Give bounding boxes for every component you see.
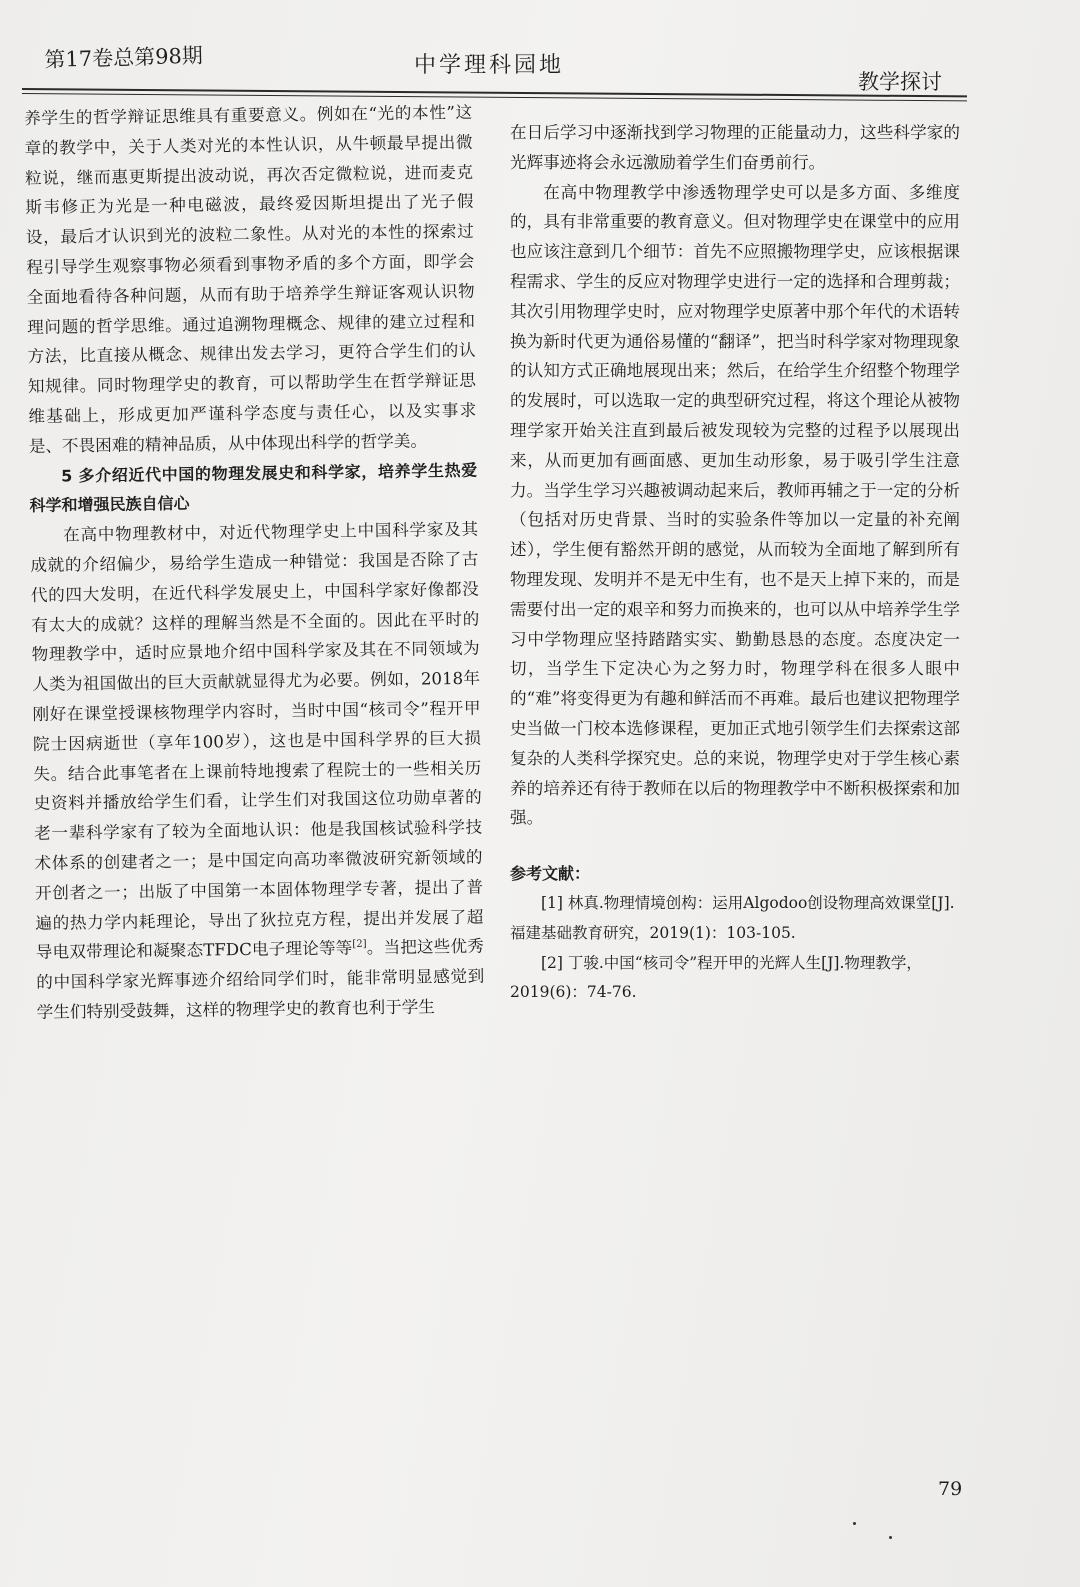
paragraph: 在高中物理教学中渗透物理学史可以是多方面、多维度的，具有非常重要的教育意义。但对物理学史在课堂中的应用也应该注意到几个细节：首先不应照搬物理学史，应该根据课程需求、学生的反应对物理学史进行一定的选择和合理剪裁；其次引用物理学史时，应对物理学史原著中那个年代的术语转换为新时代更为通俗易懂的“翻译”，把当时科学家对物理现象的认知方式正确地展现出来；然后，在给学生介绍整个物理学的发展时，可以选取一定的典型研究过程，将这个理论从被物理学家开始关注直到最后被发现较为完整的过程予以展现出来，从而更加有画面感、更加生动形象，易于吸引学生注意力。当学生学习兴趣被调动起来后，教师再辅之于一定的分析（包括对历史背景、当时的实验条件等加以一定量的补充阐述），学生便有豁然开朗的感觉，从而较为全面地了解到所有物理发现、发明并不是无中生有，也不是天上掉下来的，而是需要付出一定的艰辛和努力而换来的，也可以从中培养学生学习中学物理应坚持踏踏实实、勤勤恳恳的态度。态度决定一切，当学生下定决心为之努力时，物理学科在很多人眼中的“难”将变得更为有趣和鲜活而不再难。最后也建议把物理学史当做一门校本选修课程，更加正式地引领学生们去探索这部复杂的人类科学探究史。总的来说，物理学史对于学生核心素养的培养还有待于教师在以后的物理教学中不断积极探索和加强。 — [510, 182, 960, 828]
paragraph: 养学生的哲学辩证思维具有重要意义。例如在“光的本性”这章的教学中，关于人类对光的本性认识，从牛顿最早提出微粒说，继而惠更斯提出波动说，再次否定微粒说，进而麦克斯韦修正为光是一种电磁波，最终爱因斯坦提出了光子假设，最后才认识到光的波粒二象性。从对光的本性的探索过程引导学生观察事物必须看到事物矛盾的多个方面，即学会全面地看待各种问题，从而有助于培养学生辩证客观认识物理问题的哲学思维。通过追溯物理概念、规律的建立过程和方法，比直接从概念、规律出发去学习，更符合学生们的认知规律。同时物理学史的教育，可以帮助学生在哲学辩证思维基础上，形成更加严谨科学态度与责任心，以及实事求是、不畏困难的精神品质，从中体现出科学的哲学美。 — [24, 102, 477, 456]
paragraph — [30, 515, 485, 1028]
references-title: 参考文献： — [510, 864, 591, 884]
issue-label: 第17卷总第98期 — [44, 43, 204, 72]
paragraph: 在日后学习中逐渐找到学习物理的正能量动力，这些科学家的光辉事迹将会永远激励着学生们奋勇前行。 — [510, 123, 960, 172]
reference-item: [2] 丁骏.中国“核司令”程开甲的光辉人生[J].物理教学，2019(6)：74-76. — [510, 953, 922, 1002]
citation-mark: [2] — [352, 939, 367, 951]
speck — [889, 1536, 892, 1539]
right-column — [510, 118, 960, 1008]
section-label: 教学探讨 — [858, 70, 942, 94]
journal-title: 中学理科园地 — [414, 53, 565, 78]
section-heading: 5 多介绍近代中国的物理发展史和科学家，培养学生热爱科学和增强民族自信心 — [29, 460, 478, 516]
speck — [853, 1522, 856, 1525]
reference-item: [1] 林真.物理情境创构：运用Algodoo创设物理高效课堂[J].福建基础教育研究，2019(1)：103-105. — [510, 893, 955, 942]
page-number: 79 — [938, 1478, 963, 1500]
running-header — [0, 0, 1080, 110]
paragraph-text: 。当把这些优秀的中国科学家光辉事迹介绍给同学们时，能非常明显感觉到学生们特别受鼓舞，这样的物理学史的教育也利于学生 — [36, 936, 485, 1022]
paragraph-text: 在高中物理教材中，对近代物理学史上中国科学家及其成就的介绍偏少，易给学生造成一种错觉：我国是否除了古代的四大发明，在近代科学发展史上，中国科学家好像都没有太大的成就？这样的理解当然是不全面的。因此在平时的物理教学中，适时应景地介绍中国科学家及其在不同领域为人类为祖国做出的巨大贡献就显得尤为必要。例如，2018年刚好在课堂授课核物理学内容时，当时中国“核司令”程开甲院士因病逝世（享年100岁），这也是中国科学界的巨大损失。结合此事笔者在上课前特地搜索了程院士的一些相关历史资料并播放给学生们看，让学生们对我国这位功勋卓著的老一辈科学家有了较为全面地认识：他是我国核试验科学技术体系的创建者之一；是中国定向高功率微波研究新领域的开创者之一；出版了中国第一本固体物理学专著，提出了普遍的热力学内耗理论，导出了狄拉克方程，提出并发展了超导电双带理论和凝聚态TFDC电子理论等等 — [30, 519, 484, 963]
left-column — [24, 98, 485, 1028]
